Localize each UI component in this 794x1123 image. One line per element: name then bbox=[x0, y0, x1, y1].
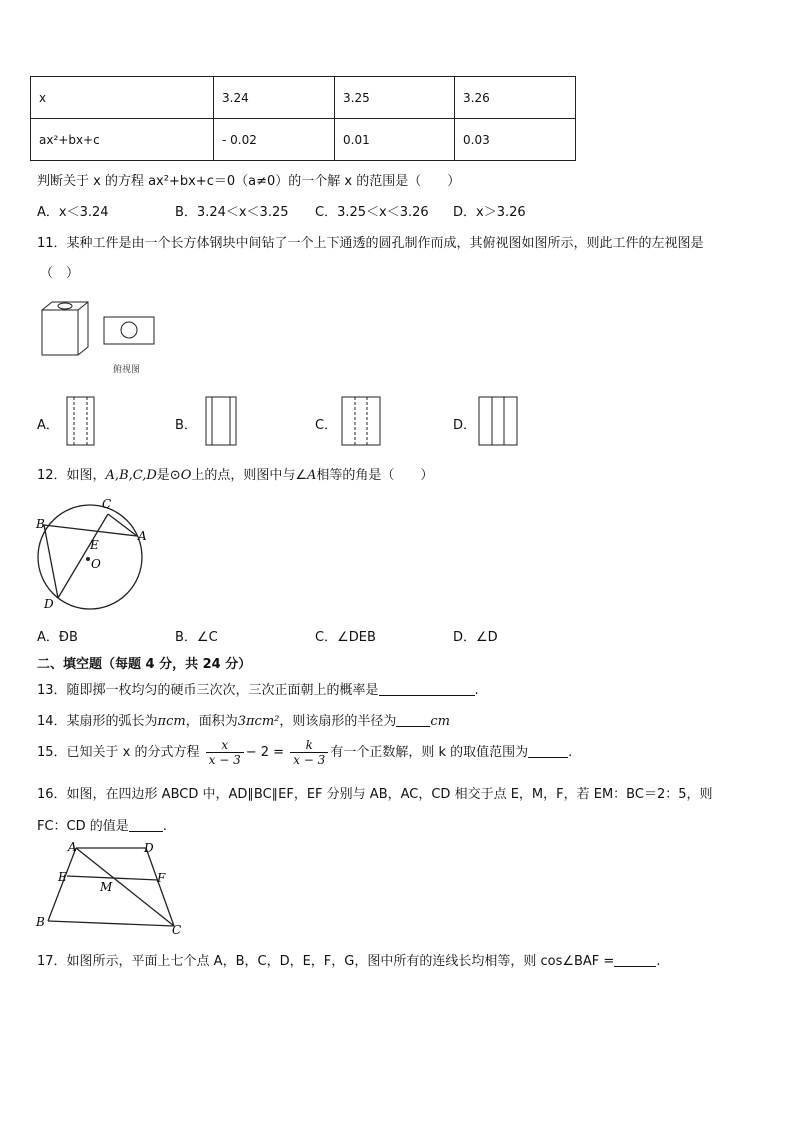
figure-label-m: M bbox=[100, 880, 113, 894]
q10-option-d[interactable]: D．x＞3.26 bbox=[453, 205, 526, 220]
q12-prefix: 12．如图， bbox=[37, 468, 106, 483]
q12-option-c[interactable]: C．∠DEB bbox=[315, 630, 376, 645]
q10-option-c[interactable]: C．3.25＜x＜3.26 bbox=[315, 205, 429, 220]
figure-label-e: E bbox=[58, 870, 67, 884]
table-cell: ax²+bx+c bbox=[31, 119, 214, 161]
q16-stem: 16．如图，在四边形 ABCD 中，AD∥BC∥EF，EF 分别与 AB，AC，CD 相交于点 E，M，F，若 EM：BC＝2：5，则 bbox=[37, 787, 713, 802]
cuboid-figure bbox=[38, 298, 158, 360]
q15-minus: − 2 = bbox=[245, 745, 285, 760]
q13-stem bbox=[37, 679, 479, 698]
figure-label-e: E bbox=[90, 538, 99, 552]
table-cell: x bbox=[31, 77, 214, 119]
figure-label-a: A bbox=[68, 840, 77, 854]
q12-circle: O bbox=[180, 468, 192, 483]
q14-arc: πcm bbox=[157, 714, 186, 729]
q17-answer-blank[interactable] bbox=[614, 953, 656, 967]
q14-area: 3πcm² bbox=[237, 714, 280, 729]
q14-a: 14．某扇形的弧长为 bbox=[37, 714, 158, 729]
table-cell: - 0.02 bbox=[214, 119, 335, 161]
q14-e: ，则该扇形的半径为 bbox=[279, 714, 397, 729]
q10-option-a[interactable]: A．x＜3.24 bbox=[37, 205, 109, 220]
fraction-denominator: x − 3 bbox=[208, 753, 241, 767]
q12-stem bbox=[37, 464, 433, 483]
q16-stem-2 bbox=[37, 815, 167, 834]
value-table bbox=[30, 76, 576, 161]
q12-suffix1: 上的点，则图中与∠ bbox=[191, 468, 308, 483]
figure-label-o: O bbox=[91, 557, 101, 571]
q12-suffix2: 相等的角是（ ） bbox=[316, 468, 434, 483]
q13-answer-blank[interactable] bbox=[379, 682, 475, 696]
figure-label-b: B bbox=[36, 517, 45, 531]
q15-b: 有一个正数解，则 k 的取值范围为 bbox=[330, 745, 529, 760]
fraction-numerator: x bbox=[206, 738, 244, 753]
q10-stem: 判断关于 x 的方程 ax²+bx+c＝0（a≠0）的一个解 x 的范围是（ ） bbox=[37, 174, 461, 189]
table-cell: 0.01 bbox=[335, 119, 455, 161]
table-row bbox=[31, 77, 576, 119]
q12-option-d[interactable]: D．∠D bbox=[453, 630, 498, 645]
circle-figure bbox=[30, 494, 160, 616]
q11-stem: 11．某种工件是由一个长方体钢块中间钻了一个上下通透的圆孔制作而成，其俯视图如图所示，则此工件的左视图是 bbox=[37, 236, 704, 251]
q16-end: . bbox=[162, 819, 167, 834]
option-d-view-icon bbox=[478, 396, 520, 448]
q17-stem bbox=[37, 950, 660, 969]
q15-fraction-2 bbox=[290, 738, 328, 767]
q12-mid: 是⊙ bbox=[156, 468, 181, 483]
q12-points: A,B,C,D bbox=[105, 468, 157, 483]
q15-stem bbox=[37, 738, 572, 767]
q12-option-a[interactable]: A．ÐB bbox=[37, 630, 78, 645]
q16-line2: FC：CD 的值是 bbox=[37, 819, 129, 834]
option-b-view-icon bbox=[205, 396, 239, 448]
q16-answer-blank[interactable] bbox=[129, 818, 163, 832]
table-cell: 3.26 bbox=[455, 77, 576, 119]
figure-label-b: B bbox=[36, 915, 45, 929]
table-cell: 3.25 bbox=[335, 77, 455, 119]
figure-label-c: C bbox=[102, 497, 112, 511]
figure-label-c: C bbox=[172, 923, 182, 936]
q12-angle: A bbox=[307, 468, 317, 483]
q15-a: 15．已知关于 x 的分式方程 bbox=[37, 745, 200, 760]
figure-label-d: D bbox=[144, 841, 154, 855]
q14-stem bbox=[37, 710, 450, 729]
q11-option-b[interactable]: B． bbox=[175, 418, 197, 433]
q11-paren: （ ） bbox=[40, 266, 80, 281]
table-cell: 0.03 bbox=[455, 119, 576, 161]
q11-option-c[interactable]: C． bbox=[315, 418, 338, 433]
figure-label-a: A bbox=[138, 529, 147, 543]
q10-option-b[interactable]: B．3.24＜x＜3.25 bbox=[175, 205, 289, 220]
option-c-view-icon bbox=[341, 396, 383, 448]
q11-option-d[interactable]: D． bbox=[453, 418, 477, 433]
q11-option-a[interactable]: A． bbox=[37, 418, 59, 433]
q17-end: . bbox=[656, 954, 661, 969]
q12-option-b[interactable]: B．∠C bbox=[175, 630, 218, 645]
q13-text: 13．随即掷一枚均匀的硬币三次次，三次正面朝上的概率是 bbox=[37, 683, 379, 698]
fraction-numerator: k bbox=[290, 738, 328, 753]
top-view-caption: 俯视图 bbox=[113, 365, 141, 375]
q15-end: . bbox=[568, 745, 573, 760]
q14-unit: cm bbox=[430, 714, 450, 729]
q17-text: 17．如图所示，平面上七个点 A，B，C，D，E，F，G，图中所有的连线长均相等，则 cos∠BAF = bbox=[37, 954, 615, 969]
option-a-view-icon bbox=[66, 396, 96, 448]
q13-end: . bbox=[474, 683, 479, 698]
table-row bbox=[31, 119, 576, 161]
q14-c: ，面积为 bbox=[185, 714, 238, 729]
q14-answer-blank[interactable] bbox=[396, 713, 430, 727]
table-cell: 3.24 bbox=[214, 77, 335, 119]
q15-answer-blank[interactable] bbox=[528, 744, 568, 758]
figure-label-f: F bbox=[157, 871, 166, 885]
fraction-denominator: x − 3 bbox=[293, 753, 326, 767]
trapezoid-figure bbox=[34, 838, 184, 936]
figure-label-d: D bbox=[44, 597, 54, 611]
section-heading: 二、填空题（每题 4 分，共 24 分） bbox=[37, 657, 252, 672]
q15-fraction-1 bbox=[206, 738, 244, 767]
